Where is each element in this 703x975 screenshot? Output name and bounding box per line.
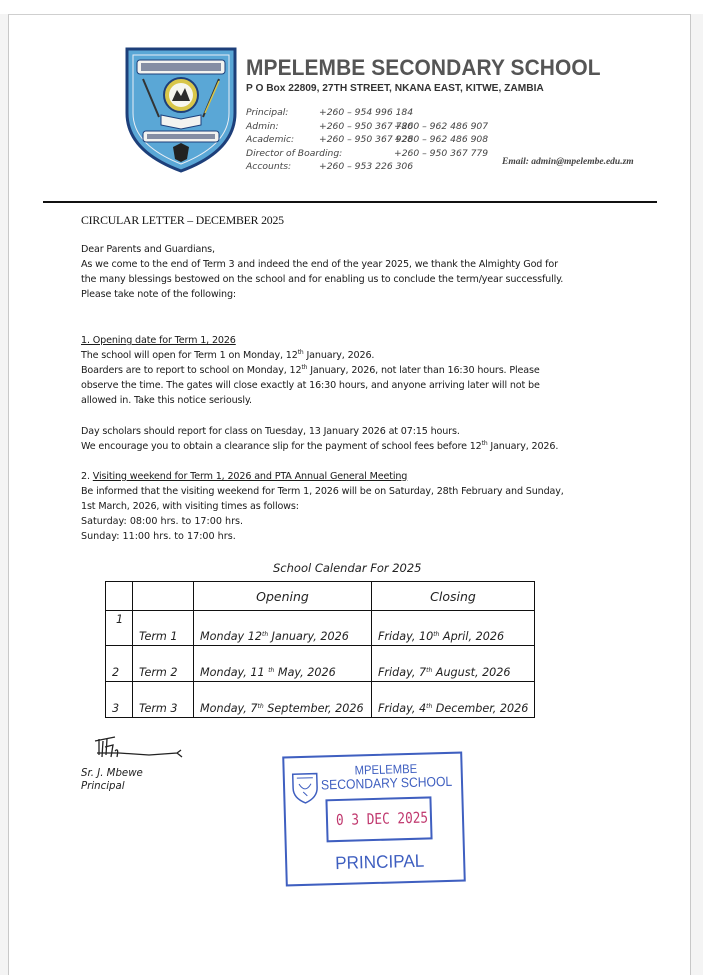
- intro-line: As we come to the end of Term 3 and indeed the end of the year 2025, we thank the Almighty God for: [81, 259, 558, 271]
- text: September, 2026: [263, 702, 364, 715]
- text: August, 2026: [432, 666, 511, 679]
- contact-row-boarding: [246, 147, 488, 161]
- intro-line: the many blessings bestowed on the school and for enabling us to conclude the term/year successfully.: [81, 274, 564, 286]
- section-title: Visiting weekend for Term 1, 2026 and PTA Annual General Meeting: [92, 471, 408, 482]
- contact-phone: +260 – 950 367 928: [319, 134, 414, 145]
- viewer-toolbar-area: [0, 0, 703, 14]
- ordinal-suffix: th: [268, 667, 275, 674]
- sunday-times: Sunday: 11:00 hrs. to 17:00 hrs.: [81, 531, 236, 543]
- text: May, 2026: [274, 666, 336, 679]
- text: Friday, 10: [378, 630, 434, 643]
- calendar-title: School Calendar For 2025: [273, 561, 422, 575]
- ordinal-suffix: th: [426, 703, 433, 710]
- boarders-line: allowed in. Take this notice seriously.: [81, 395, 252, 407]
- ordinal-suffix: th: [261, 631, 269, 638]
- school-crest-icon: [121, 43, 241, 175]
- text: January, 2026: [268, 630, 349, 643]
- closing-date: [372, 682, 535, 718]
- boarders-line: [81, 363, 558, 378]
- contact-phone: +260 – 954 996 184: [319, 107, 414, 118]
- salutation: Dear Parents and Guardians,: [81, 244, 215, 255]
- opening-date: [194, 682, 372, 718]
- text: Monday, 7: [200, 702, 258, 715]
- contact-phone: +260 – 950 367 780: [319, 120, 414, 132]
- term-name: Term 1: [133, 611, 194, 646]
- table-row: [106, 611, 535, 646]
- text: January, 2026.: [303, 350, 375, 362]
- contact-phone: +260 – 950 367 779: [394, 147, 489, 159]
- contact-label: Principal:: [246, 107, 289, 118]
- document-page: [8, 14, 691, 975]
- boarders-line: observe the time. The gates will close exactly at 16:30 hours, and anyone arriving later will not be: [81, 380, 540, 392]
- contact-row-academic: [246, 133, 488, 147]
- stamp-role: PRINCIPAL: [334, 850, 425, 874]
- ordinal-suffix: th: [433, 631, 440, 638]
- ordinal-suffix: th: [297, 349, 304, 357]
- closing-date: [372, 646, 535, 682]
- contact-row-admin: [246, 120, 488, 134]
- section-visiting-weekend: [81, 469, 564, 544]
- table-row: [106, 682, 535, 718]
- contact-list: [246, 106, 488, 174]
- term-number: [106, 611, 133, 646]
- header-closing: Closing: [372, 582, 535, 611]
- contact-phone: +260 – 962 486 907: [394, 120, 489, 132]
- stamp-date-box: [325, 796, 432, 842]
- intro-paragraph: [81, 242, 563, 302]
- contact-row-principal: [246, 106, 488, 120]
- section-heading: [81, 469, 564, 484]
- contact-label: Director of Boarding:: [246, 147, 343, 159]
- official-stamp: [282, 752, 466, 887]
- text: Friday, 7: [378, 666, 427, 679]
- closing-date: [372, 611, 535, 646]
- text: 1: [116, 613, 124, 626]
- contact-label: Admin:: [246, 120, 279, 132]
- text: We encourage you to obtain a clearance slip for the payment of school fees before 12: [81, 440, 482, 452]
- term-number: 3: [106, 682, 133, 718]
- contact-row-accounts: [246, 160, 488, 174]
- text: January, 2026, not later than 16:30 hours. Please: [307, 365, 540, 377]
- term-name: Term 3: [133, 682, 194, 718]
- section-heading: 1. Opening date for Term 1, 2026: [81, 335, 236, 346]
- text: Boarders are to report to school on Monday, 12: [81, 365, 302, 377]
- letter-title: CIRCULAR LETTER – DECEMBER 2025: [81, 213, 284, 227]
- opening-date: [194, 646, 372, 682]
- text: January, 2026.: [487, 440, 559, 452]
- stamp-crest-icon: [291, 772, 320, 805]
- signer-name: Sr. J. Mbewe: [81, 768, 143, 779]
- section-opening-date: [81, 333, 558, 454]
- header-cell: [106, 582, 133, 611]
- letterhead-divider: [43, 201, 657, 203]
- visiting-line: Be informed that the visiting weekend for Term 1, 2026 will be on Saturday, 28th February and Sunday,: [81, 486, 564, 498]
- ordinal-suffix: th: [481, 439, 488, 447]
- contact-label: Academic:: [246, 134, 295, 145]
- visiting-line: 1st March, 2026, with visiting times as follows:: [81, 501, 299, 513]
- intro-line: Please take note of the following:: [81, 289, 237, 301]
- text: Monday, 11: [200, 666, 269, 679]
- school-calendar-table: [105, 581, 535, 718]
- signer-block: [81, 767, 143, 793]
- header-opening: Opening: [194, 582, 372, 611]
- term-number: 2: [106, 646, 133, 682]
- table-header-row: [106, 582, 535, 611]
- contact-phone: +260 – 953 226 306: [319, 161, 414, 172]
- opening-date: [194, 611, 372, 646]
- school-address: P O Box 22809, 27TH STREET, NKANA EAST, KITWE, ZAMBIA: [246, 83, 544, 94]
- text: April, 2026: [439, 630, 505, 643]
- stamp-date: 0 3 DEC 2025: [335, 808, 429, 830]
- text: The school will open for Term 1 on Monday, 12: [81, 350, 298, 362]
- school-name: MPELEMBE SECONDARY SCHOOL: [246, 55, 601, 80]
- opening-line: [81, 348, 558, 363]
- table-row: [106, 646, 535, 682]
- section-number: 2.: [81, 471, 93, 482]
- header-cell: [133, 582, 194, 611]
- clearance-line: [81, 439, 558, 454]
- signature-icon: [89, 733, 189, 765]
- text: December, 2026: [432, 702, 529, 715]
- spacer: [81, 408, 558, 423]
- saturday-times: Saturday: 08:00 hrs. to 17:00 hrs.: [81, 516, 244, 528]
- text: Monday 12: [200, 630, 262, 643]
- ordinal-suffix: th: [257, 703, 264, 710]
- ordinal-suffix: th: [426, 667, 433, 674]
- stamp-school-line2: SECONDARY SCHOOL: [320, 773, 453, 793]
- ordinal-suffix: th: [301, 364, 308, 372]
- term-name: Term 2: [133, 646, 194, 682]
- school-email: Email: admin@mpelembe.edu.zm: [502, 157, 634, 167]
- signer-role: Principal: [81, 781, 125, 792]
- text: Friday, 4: [378, 702, 427, 715]
- day-scholars-line: Day scholars should report for class on Tuesday, 13 January 2026 at 07:15 hours.: [81, 425, 460, 437]
- stamp-school-line1: MPELEMBE: [354, 761, 418, 778]
- contact-phone: +260 – 962 486 908: [394, 134, 489, 145]
- contact-label: Accounts:: [246, 161, 292, 172]
